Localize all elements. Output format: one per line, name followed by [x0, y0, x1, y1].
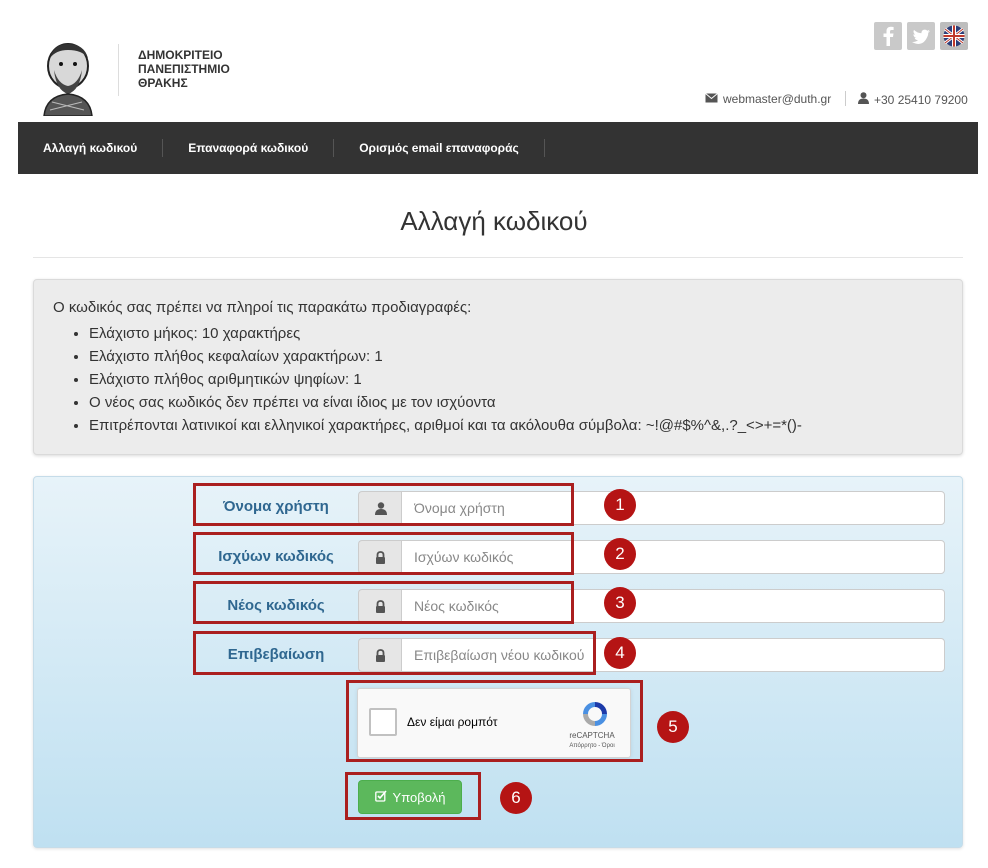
- nav-item-set-recovery-email[interactable]: Ορισμός email επαναφοράς: [334, 139, 545, 157]
- twitter-icon[interactable]: [907, 22, 935, 50]
- recaptcha-brand: reCAPTCHA: [569, 731, 615, 740]
- new-password-label: Νέος κωδικός: [227, 597, 325, 614]
- contact-phone-text: +30 25410 79200: [874, 92, 968, 107]
- requirements-intro: Ο κωδικός σας πρέπει να πληροί τις παρακάτω προδιαγραφές:: [53, 299, 472, 316]
- requirement-item: • Επιτρέπονται λατινικοί και ελληνικοί χαρακτήρες, αριθμοί και τα ακόλουθα σύμβολα: ~!@#$%^&,.?_<>+=*()-: [89, 414, 962, 437]
- requirement-item: • Ελάχιστο μήκος: 10 χαρακτήρες: [89, 322, 962, 345]
- annotation-badge: 4: [604, 637, 636, 669]
- annotation-highlight-submit: [345, 772, 481, 820]
- annotation-badge: 6: [500, 782, 532, 814]
- nav-item-change-password[interactable]: Αλλαγή κωδικού: [18, 139, 163, 157]
- submit-button-label: Υποβολή: [392, 789, 446, 805]
- english-flag-icon[interactable]: [940, 22, 968, 50]
- facebook-icon[interactable]: [874, 22, 902, 50]
- annotation-badge: 1: [604, 489, 636, 521]
- requirement-item: • Ελάχιστο πλήθος κεφαλαίων χαρακτήρων: 1: [89, 345, 962, 368]
- university-name-line: ΘΡΑΚΗΣ: [138, 76, 188, 90]
- confirm-password-label: Επιβεβαίωση: [227, 646, 325, 663]
- contact-email[interactable]: [705, 92, 831, 106]
- main-navbar: [18, 122, 978, 174]
- university-logo[interactable]: [34, 40, 102, 116]
- logo-divider: [118, 44, 119, 96]
- recaptcha-label: Δεν είμαι ρομπότ: [407, 715, 498, 729]
- requirements-list: [89, 322, 962, 437]
- username-label: Όνομα χρήστη: [223, 498, 329, 515]
- annotation-badge: 3: [604, 587, 636, 619]
- university-name: [138, 48, 230, 90]
- password-requirements: [33, 279, 963, 455]
- current-password-label: Ισχύων κωδικός: [218, 548, 334, 565]
- page-title: Αλλαγή κωδικού: [400, 206, 588, 236]
- title-divider: [33, 257, 963, 258]
- contact-divider: [845, 91, 846, 106]
- annotation-highlight-recaptcha: [346, 680, 643, 762]
- annotation-highlight-username: [193, 483, 574, 526]
- envelope-icon: [705, 92, 718, 106]
- contact-email-text: webmaster@duth.gr: [723, 92, 832, 106]
- recaptcha-terms-link[interactable]: Απόρρητο - Όροι: [569, 743, 615, 749]
- annotation-highlight-current-password: [193, 532, 574, 575]
- contact-phone: [858, 92, 968, 107]
- annotation-badge: 2: [604, 538, 636, 570]
- university-name-line: ΔΗΜΟΚΡΙΤΕΙΟ: [138, 48, 223, 62]
- requirement-item: • Ελάχιστο πλήθος αριθμητικών ψηφίων: 1: [89, 368, 962, 391]
- annotation-highlight-new-password: [193, 581, 574, 624]
- annotation-highlight-confirm-password: [193, 631, 596, 675]
- requirement-item: • Ο νέος σας κωδικός δεν πρέπει να είναι ίδιος με τον ισχύοντα: [89, 391, 962, 414]
- university-name-line: ΠΑΝΕΠΙΣΤΗΜΙΟ: [138, 62, 230, 76]
- annotation-badge: 5: [657, 711, 689, 743]
- nav-item-reset-password[interactable]: Επαναφορά κωδικού: [163, 139, 334, 157]
- user-icon: [858, 92, 869, 107]
